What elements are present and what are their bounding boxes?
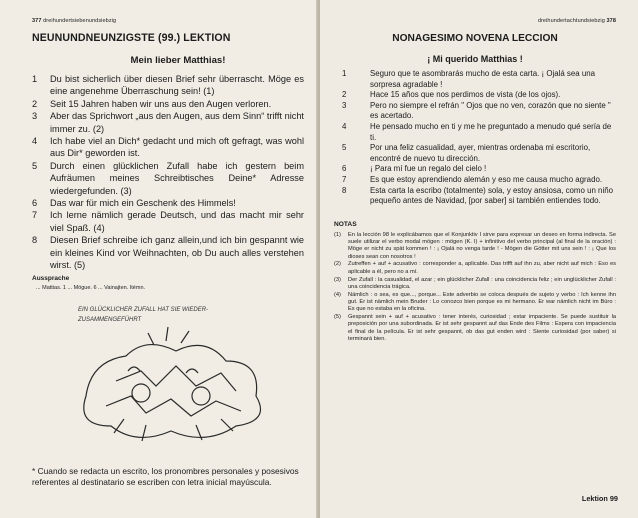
german-paragraph-number: 2 xyxy=(32,98,38,109)
note-item-number: (3) xyxy=(334,276,341,283)
lesson-title-spanish: NONAGESIMO NOVENA LECCION xyxy=(392,33,558,44)
right-page xyxy=(320,0,638,518)
german-paragraph-number: 3 xyxy=(32,111,38,122)
german-paragraph-text: Durch einen glücklichen Zufall habe ich gestern beim Aufräumen meines Schreibtisches Deine* Adresse wiedergefunden. (3) xyxy=(50,160,304,196)
collision-cloud-icon xyxy=(84,327,261,441)
spanish-paragraph xyxy=(334,175,616,186)
note-item xyxy=(334,314,616,343)
german-paragraph-text: Seit 15 Jahren haben wir uns aus den Augen verloren. xyxy=(50,98,272,109)
letter-salutation-spanish: ¡ Mi querido Matthias ! xyxy=(427,54,523,64)
german-paragraph-text: Aber das Sprichwort „aus den Augen, aus dem Sinn“ trifft nicht immer zu. (2) xyxy=(50,111,304,134)
cartoon-illustration xyxy=(46,301,296,451)
aussprache-text: ... Mattias. 1 ... Mögue. 6 ... Vainajten. Itémn. xyxy=(36,284,146,291)
note-item xyxy=(334,261,616,276)
german-paragraph xyxy=(32,98,304,110)
left-page xyxy=(0,0,318,518)
spanish-paragraph xyxy=(334,186,616,207)
spanish-paragraph xyxy=(334,90,616,101)
notes-heading: NOTAS xyxy=(334,220,357,228)
german-paragraph-number: 4 xyxy=(32,136,38,147)
footnote: * Cuando se redacta un escrito, los pronombres personales y posesivos referentes al destinatario se escriben con letra inicial mayúscula. xyxy=(32,465,299,487)
note-item-text: Nämlich : o sea, es que..., porque... Este adverbio se coloca después de sujeto y verbo : Ich kenne ihn gut. Er ist nämlich mein Bruder : Lo conozco bien porque es mi hermano. Er war nämlich nicht im Büro : Es que no estaba en la oficina. xyxy=(348,291,616,313)
german-paragraph xyxy=(32,110,304,135)
spanish-paragraph xyxy=(334,143,616,164)
spanish-paragraph xyxy=(334,69,616,90)
german-paragraph-number: 6 xyxy=(32,198,38,209)
german-paragraph-number: 1 xyxy=(32,74,38,84)
german-paragraph xyxy=(32,197,304,209)
note-item-number: (1) xyxy=(334,231,341,238)
note-item-text: Gespannt sein + auf + acusativo : tener interés, curiosidad ; estar impaciente. Se puede sustituir la preposición por una subordinada. Er ist sehr gespannt auf das Ende des Films : Espera con impaciencia el final de la película. Er ist sehr gespannt, ob das gut enden wird : Siente curiosidad (por saber) si terminará bien. xyxy=(348,313,616,342)
german-paragraph-number: 8 xyxy=(32,235,38,246)
spanish-paragraph-text: Hace 15 años que nos perdimos de vista (de los ojos). xyxy=(370,90,561,100)
lektion-label: Lektion 99 xyxy=(581,494,618,503)
spanish-paragraph-text: He pensado mucho en ti y me he preguntado a menudo qué sería de ti. xyxy=(370,121,612,142)
german-paragraph-text: Ich lerne nämlich gerade Deutsch, und das macht mir sehr viel Spaß. (4) xyxy=(50,210,304,233)
german-paragraph xyxy=(32,234,304,271)
cartoon-caption-line2: ZUSAMMENGEFÜHRT xyxy=(78,316,142,323)
german-paragraph-text: Das war für mich ein Geschenk des Himmels! xyxy=(50,198,236,209)
cartoon-caption-line1: EIN GLÜCKLICHER ZUFALL HAT SIE WIEDER- xyxy=(78,306,209,313)
note-item-number: (5) xyxy=(334,313,341,320)
note-item-number: (4) xyxy=(334,291,341,298)
spanish-paragraph-number: 8 xyxy=(342,185,347,195)
note-item xyxy=(334,292,616,314)
german-paragraphs xyxy=(32,73,304,272)
letter-salutation-german: Mein lieber Matthias! xyxy=(130,55,226,66)
spanish-paragraph-number: 3 xyxy=(342,100,347,110)
spanish-paragraph xyxy=(334,101,616,122)
german-paragraph-number: 5 xyxy=(32,160,38,171)
spanish-paragraph-number: 4 xyxy=(342,121,347,131)
note-item xyxy=(334,277,616,292)
note-item-text: Zutreffen + auf + acusativo : corresponder a, aplicable. Das trifft auf ihn zu, aber nicht auf mich : Eso es aplicable a él, pero no a mí. xyxy=(348,261,616,275)
spanish-paragraph-number: 2 xyxy=(342,90,347,100)
spanish-paragraphs xyxy=(334,69,616,207)
note-item xyxy=(334,232,616,261)
german-paragraph-text: Du bist sicherlich über diesen Brief sehr überrascht. Möge es eine angenehme Überraschung sein! (1) xyxy=(50,74,304,97)
spanish-paragraph-text: Pero no siempre el refrán " Ojos que no ven, corazón que no siente " es acertado. xyxy=(370,100,611,121)
spanish-paragraph-number: 6 xyxy=(342,164,347,174)
notes-list xyxy=(334,232,616,343)
german-paragraph xyxy=(32,135,304,160)
spanish-paragraph-number: 7 xyxy=(342,174,347,184)
german-paragraph-number: 7 xyxy=(32,210,38,221)
spanish-paragraph-text: Seguro que te asombrarás mucho de esta carta. ¡ Ojalá sea una sorpresa agradable ! xyxy=(370,69,596,89)
spanish-paragraph-text: Esta carta la escribo (totalmente) sola, y estoy ansiosa, como un niño pequeño antes de Navidad, [por saber] si también entiendes todo. xyxy=(370,185,613,206)
spanish-paragraph-text: Por una feliz casualidad, ayer, mientras ordenaba mi escritorio, encontré de nuevo tu dirección. xyxy=(370,143,591,163)
spanish-paragraph xyxy=(334,122,616,143)
spanish-paragraph-number: 5 xyxy=(342,143,347,153)
aussprache-heading: Aussprache xyxy=(32,274,70,282)
german-paragraph-text: Ich habe viel an Dich* gedacht und mich oft gefragt, was wohl aus Dir* geworden ist. xyxy=(50,136,304,159)
note-item-number: (2) xyxy=(334,261,341,268)
spanish-paragraph-number: 1 xyxy=(342,69,347,78)
german-paragraph-text: Diesen Brief schreibe ich ganz allein,und ich bin gespannt wie ein kleines Kind vor Weihnachten, ob Du auch alles verstehen wirst. (5) xyxy=(50,235,304,271)
spanish-paragraph xyxy=(334,164,616,175)
note-item-text: En la lección 98 le explicábamos que el Konjunktiv I sirve para expresar un deseo en forma indirecta. Se suele utilizar el verbo modal mögen : mögen (K. I) + infinitivo del verbo principal (al final de la oración) : Möge er nicht zu spät kommen ! : ¡ Ojalá no venga tarde ! - Mögen die Götter mit uns sein ! : ¡ Que los dioses sean con nosotros ! xyxy=(348,231,616,260)
german-paragraph xyxy=(32,160,304,197)
spanish-paragraph-text: Es que estoy aprendiendo alemán y eso me causa mucho agrado. xyxy=(370,174,603,184)
left-page-number: 377 dreihundertsiebenundsiebzig xyxy=(32,18,117,24)
german-paragraph xyxy=(32,73,304,98)
spanish-paragraph-text: ¡ Para mí fue un regalo del cielo ! xyxy=(370,164,487,174)
lesson-title-german: NEUNUNDNEUNZIGSTE (99.) LEKTION xyxy=(32,32,231,44)
note-item-text: Der Zufall : la casualidad, el azar ; ein glücklicher Zufall : una coincidencia feliz ; ein unglücklicher Zufall : una coincidencia trágica. xyxy=(348,276,616,290)
german-paragraph xyxy=(32,209,304,234)
right-page-number: dreihundertachtundsiebzig 378 xyxy=(537,18,616,24)
